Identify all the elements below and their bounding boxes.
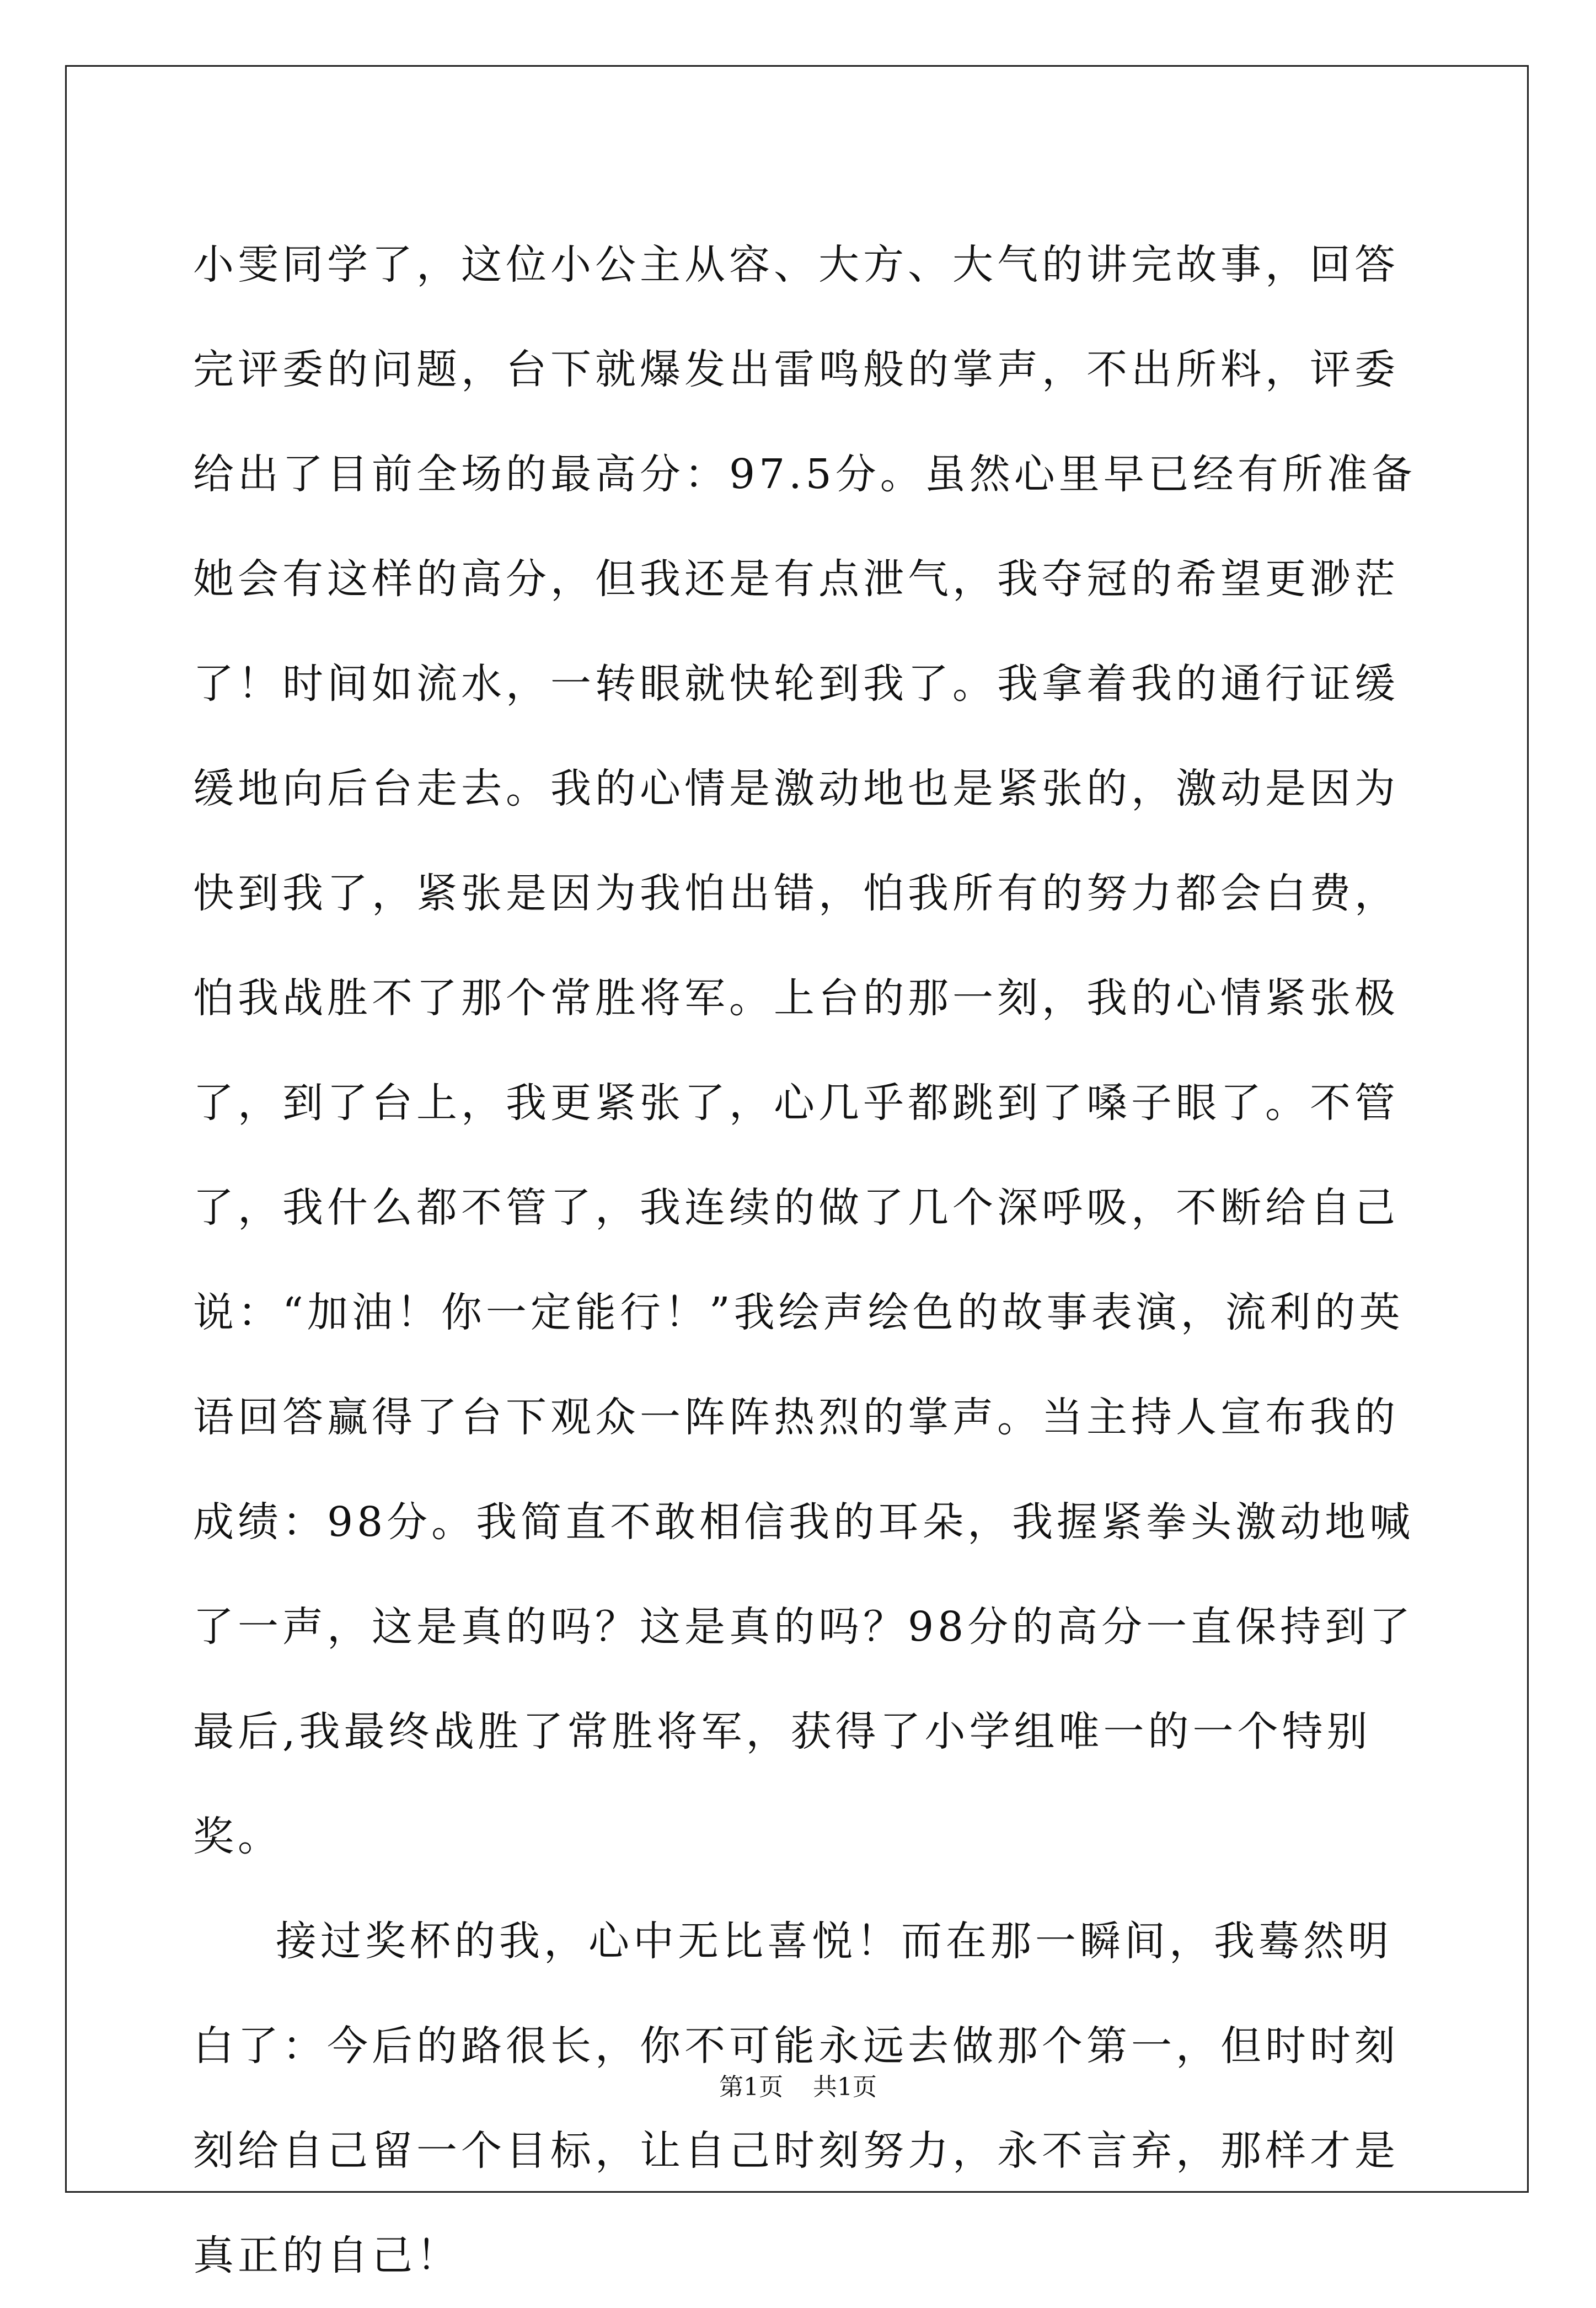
paragraph-2: 接过奖杯的我，心中无比喜悦！而在那一瞬间，我蓦然明白了：今后的路很长，你不可能永远去做那个第一，但时时刻刻给自己留一个目标，让自己时刻努力，永不言弃，那样才是真正的自己！ xyxy=(193,1918,1399,2279)
document-body xyxy=(193,212,1417,2308)
page-footer xyxy=(0,2067,1596,2102)
paragraph-1: 小雯同学了，这位小公主从容、大方、大气的讲完故事，回答完评委的问题，台下就爆发出雷鸣般的掌声，不出所料，评委给出了目前全场的最高分：97.5分。虽然心里早已经有所准备她会有这样的高分，但我还是有点泄气，我夺冠的希望更渺茫了！时间如流水，一转眼就快轮到我了。我拿着我的通行证缓缓地向后台走去。我的心情是激动地也是紧张的，激动是因为快到我了，紧张是因为我怕出错，怕我所有的努力都会白费，怕我战胜不了那个常胜将军。上台的那一刻，我的心情紧张极了，到了台上，我更紧张了，心几乎都跳到了嗓子眼了。不管了，我什么都不管了，我连续的做了几个深呼吸，不断给自己说：“加油！你一定能行！”我绘声绘色的故事表演，流利的英语回答赢得了台下观众一阵阵热烈的掌声。当主持人宣布我的成绩：98分。我简直不敢相信我的耳朵，我握紧拳头激动地喊了一声，这是真的吗？这是真的吗？98分的高分一直保持到了最后,我最终战胜了常胜将军，获得了小学组唯一的一个特别奖。 xyxy=(193,241,1416,1860)
page-total: 共1页 xyxy=(813,2073,877,2101)
page-number: 第1页 xyxy=(719,2073,783,2101)
